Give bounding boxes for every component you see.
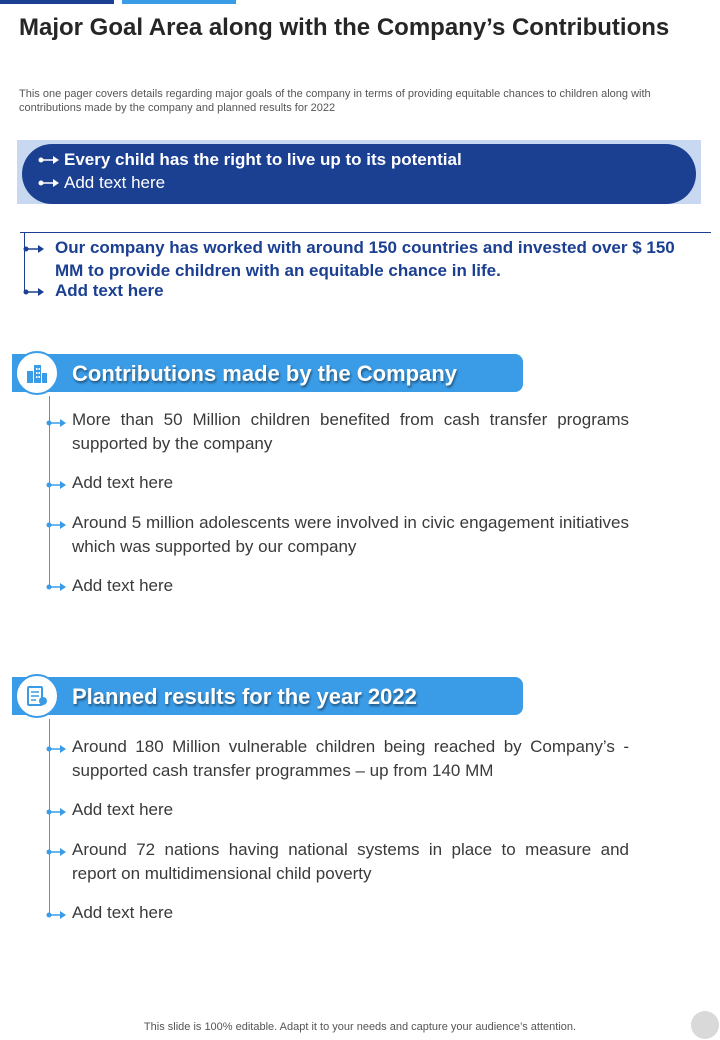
arrow-icon — [45, 580, 67, 598]
goal-line-2-text[interactable]: Add text here — [64, 173, 166, 192]
planned-item[interactable]: Add text here — [72, 800, 174, 819]
planned-item[interactable]: Add text here — [72, 903, 174, 922]
company-add-text[interactable]: Add text here — [55, 281, 164, 300]
contribution-item[interactable]: Add text here — [72, 473, 174, 492]
arrow-icon — [45, 908, 67, 926]
company-frame-top — [20, 232, 711, 233]
goal-line-1 — [38, 150, 462, 170]
contribution-item[interactable]: Add text here — [72, 576, 174, 595]
page-corner-circle — [691, 1011, 719, 1039]
arrow-icon — [23, 285, 45, 303]
arrow-icon — [45, 478, 67, 496]
arrow-icon — [45, 845, 67, 863]
top-accent-bar-light — [122, 0, 236, 4]
arrow-icon — [45, 742, 67, 760]
contribution-item: More than 50 Million children benefited from cash transfer programs supported by the company — [72, 410, 629, 453]
planned-heading: Planned results for the year 2022 — [72, 684, 417, 709]
planned-item: Around 72 nations having national systems in place to measure and report on multidimensional child poverty — [72, 840, 629, 883]
top-accent-bar-dark — [0, 0, 114, 4]
arrow-icon — [45, 416, 67, 434]
page-subtitle: This one pager covers details regarding major goals of the company in terms of providing equitable chances to children along with contributions made by the company and planned results for 2022 — [19, 88, 651, 114]
arrow-icon — [38, 177, 60, 189]
contributions-heading: Contributions made by the Company — [72, 361, 458, 386]
company-statement: Our company has worked with around 150 countries and invested over $ 150 MM to provide children with an equitable chance in life. — [55, 238, 675, 280]
goal-line-1-text: Every child has the right to live up to its potential — [64, 150, 462, 169]
page-title: Major Goal Area along with the Company’s Contributions — [19, 14, 670, 41]
arrow-icon — [23, 242, 45, 260]
planned-item: Around 180 Million vulnerable children being reached by Company’s -supported cash transfer programmes – up from 140 MM — [72, 737, 629, 780]
city-buildings-icon — [15, 351, 59, 395]
contribution-item: Around 5 million adolescents were involved in civic engagement initiatives which was supported by our company — [72, 513, 629, 556]
arrow-icon — [45, 518, 67, 536]
footer-note: This slide is 100% editable. Adapt it to your needs and capture your audience’s attention. — [143, 1021, 577, 1033]
arrow-icon — [38, 154, 60, 166]
company-frame-left — [24, 232, 25, 292]
arrow-icon — [45, 805, 67, 823]
goal-line-2 — [38, 173, 165, 193]
report-document-icon — [15, 674, 59, 718]
